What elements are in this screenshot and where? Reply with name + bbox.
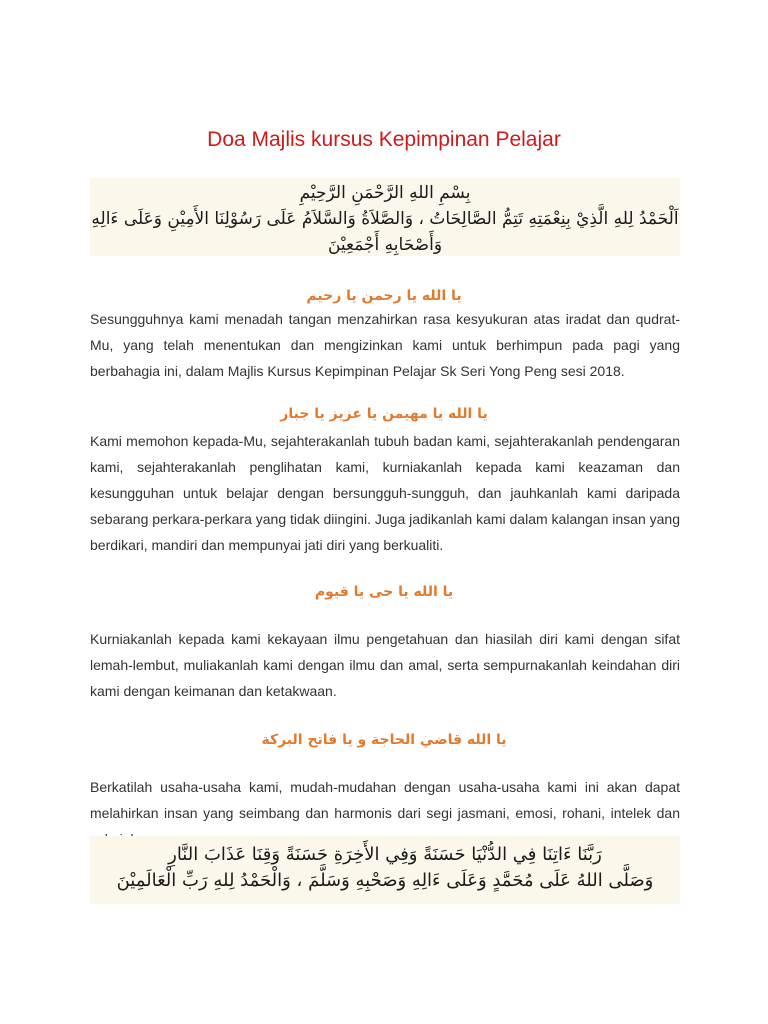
section-paragraph-4: Berkatilah usaha-usaha kami, mudah-mudahan dengan usaha-usaha kami ini akan dapat melahirkan insan yang seimbang dan harmonis dari segi jasmani, emosi, rohani, intelek dan bbox=[90, 779, 680, 821]
section-paragraph-1: Sesungguhnya kami menadah tangan menzahirkan rasa kesyukuran atas iradat dan qudrat-Mu, yang telah menentukan dan mengizinkan kami untuk berhimpun pada pagi yang berbahagia ini, dalam Majlis Kursus Kepimpinan Pelajar Sk Seri Yong Peng sesi 2018. bbox=[90, 311, 680, 379]
section-heading-2: يا الله يا مهيمن يا عزيز يا جبار bbox=[280, 406, 488, 422]
opening-praise-line: اَلْحَمْدُ لِلهِ الَّذِيْ بِنِعْمَتِهِ تَتِمُّ الصَّالِحَاتُ ، وَالصَّلاَةُ وَالسَّلاَمُ عَلَى رَسُوْلِنَا الأَمِيْنِ وَعَلَى ءَالِهِ bbox=[91, 209, 679, 229]
opening-prayer-box bbox=[90, 178, 680, 256]
section-paragraph-3: Kurniakanlah kepada kami kekayaan ilmu pengetahuan dan hiasilah diri kami dengan sifat lemah-lembut, muliakanlah kami dengan ilmu dan amal, serta sempurnakanlah keindahan diri kami dengan keimanan dan ketakwaan. bbox=[90, 631, 680, 699]
closing-salawat-line: وَصَلَّى اللهُ عَلَى مُحَمَّدٍ وَعَلَى ءَالِهِ وَصَحْبِهِ وَسَلَّمَ ، وَالْحَمْدُ لِلهِ رَبِّ الْعَالَمِيْنَ bbox=[116, 870, 654, 891]
section-paragraph-2: Kami memohon kepada-Mu, sejahterakanlah tubuh badan kami, sejahterakanlah pendengaran kami, sejahterakanlah penglihatan kami, kurniakanlah kepada kami keazaman dan kesungguhan untuk belajar dengan bersungguh-sungguh, dan jauhkanlah kami daripada sebarang perkara-perkara yang tidak diingini. Juga jadikanlah kami dalam kalangan insan yang berdikari, mandiri dan mempunyai jati diri yang berkualiti. bbox=[90, 433, 680, 553]
section-heading-3: يا الله يا حى يا قيوم bbox=[314, 584, 454, 600]
basmala-line: بِسْمِ اللهِ الرَّحْمَنِ الرَّحِيْمِ bbox=[299, 183, 471, 203]
opening-praise-line-2: وَأَصْحَابِهِ أَجْمَعِيْنَ bbox=[327, 235, 443, 255]
closing-dua-line: رَبَّنَا ءَاتِنَا فِي الدُّنْيَا حَسَنَةً وَفِي الأَخِرَةِ حَسَنَةً وَقِنَا عَذَابَ النَّارِ bbox=[168, 844, 602, 865]
closing-prayer-box bbox=[90, 836, 680, 904]
section-heading-1: يا الله يا رحمن يا رحيم bbox=[306, 288, 462, 304]
document-title: Doa Majlis kursus Kepimpinan Pelajar bbox=[207, 128, 561, 151]
section-heading-4: يا الله قاضي الحاجة و يا فاتح البركة bbox=[261, 732, 507, 748]
